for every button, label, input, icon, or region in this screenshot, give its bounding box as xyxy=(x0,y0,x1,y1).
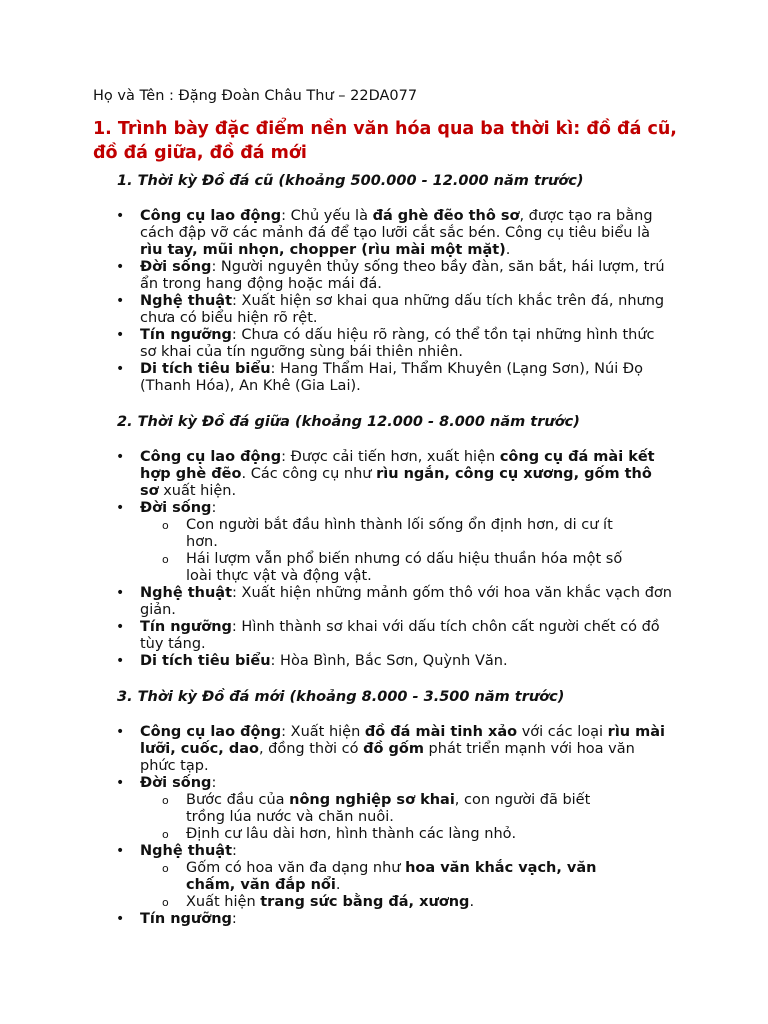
sub-list-item: o Gốm có hoa văn đa dạng như hoa văn khắc vạch, văn chấm, văn đắp nổi. xyxy=(140,860,632,894)
list-item: • Công cụ lao động: Chủ yếu là đá ghè đẽo thô sơ, được tạo ra bằng cách đập vỡ các mảnh đá để tạo lưỡi cắt sắc bén. Công cụ tiêu biểu là rìu tay, mũi nhọn, chopper (rìu mài một mặt). xyxy=(0,208,672,259)
list-item: • Di tích tiêu biểu: Hòa Bình, Bắc Sơn, Quỳnh Văn. xyxy=(0,653,672,670)
list-item: • Đời sống: o Con người bắt đầu hình thành lối sống ổn định hơn, di cư ít hơn. o Hái lượm vẫn phổ biến nhưng có dấu hiệu thuần hóa một số loài thực vật và động vật. xyxy=(0,500,672,585)
list-item: • Tín ngưỡng: Chưa có dấu hiệu rõ ràng, có thể tồn tại những hình thức sơ khai của tín ngưỡng sùng bái thiên nhiên. xyxy=(0,327,672,361)
period-list xyxy=(0,724,768,928)
list-item: • Công cụ lao động: Được cải tiến hơn, xuất hiện công cụ đá mài kết hợp ghè đẽo. Các công cụ như rìu ngắn, công cụ xương, gốm thô sơ xuất hiện. xyxy=(0,449,672,500)
sub-list xyxy=(140,860,672,911)
period-title: 3. Thời kỳ Đồ đá mới (khoảng 8.000 - 3.500 năm trước) xyxy=(117,689,565,705)
period-list xyxy=(0,208,768,395)
sub-list xyxy=(140,792,672,843)
period-list xyxy=(0,449,768,670)
period-section-3 xyxy=(0,688,768,928)
list-item: • Công cụ lao động: Xuất hiện đồ đá mài tinh xảo với các loại rìu mài lưỡi, cuốc, dao, đồng thời có đồ gốm phát triển mạnh với hoa văn phức tạp. xyxy=(0,724,672,775)
period-title: 2. Thời kỳ Đồ đá giữa (khoảng 12.000 - 8.000 năm trước) xyxy=(117,414,580,430)
period-title: 1. Thời kỳ Đồ đá cũ (khoảng 500.000 - 12.000 năm trước) xyxy=(117,173,584,189)
sub-list-item: o Hái lượm vẫn phổ biến nhưng có dấu hiệu thuần hóa một số loài thực vật và động vật. xyxy=(140,551,632,585)
period-section-1 xyxy=(0,172,768,395)
sub-list-item: o Bước đầu của nông nghiệp sơ khai, con người đã biết trồng lúa nước và chăn nuôi. xyxy=(140,792,632,826)
period-section-2 xyxy=(0,413,768,670)
list-item: • Tín ngưỡng: xyxy=(0,911,672,928)
list-item: • Di tích tiêu biểu: Hang Thẩm Hai, Thẩm Khuyên (Lạng Sơn), Núi Đọ (Thanh Hóa), An Khê (Gia Lai). xyxy=(0,361,672,395)
list-item: • Nghệ thuật: Xuất hiện những mảnh gốm thô với hoa văn khắc vạch đơn giản. xyxy=(0,585,672,619)
list-item: • Đời sống: o Bước đầu của nông nghiệp sơ khai, con người đã biết trồng lúa nước và chăn nuôi. o Định cư lâu dài hơn, hình thành các làng nhỏ. xyxy=(0,775,672,843)
list-item: • Nghệ thuật: Xuất hiện sơ khai qua những dấu tích khắc trên đá, nhưng chưa có biểu hiện rõ rệt. xyxy=(0,293,672,327)
sub-list-item: o Xuất hiện trang sức bằng đá, xương. xyxy=(140,894,632,911)
author-line: Họ và Tên : Đặng Đoàn Châu Thư – 22DA077 xyxy=(93,88,418,104)
list-item: • Tín ngưỡng: Hình thành sơ khai với dấu tích chôn cất người chết có đồ tùy táng. xyxy=(0,619,672,653)
sub-list-item: o Con người bắt đầu hình thành lối sống ổn định hơn, di cư ít hơn. xyxy=(140,517,632,551)
sub-list-item: o Định cư lâu dài hơn, hình thành các làng nhỏ. xyxy=(140,826,632,843)
sub-list xyxy=(140,517,672,585)
list-item: • Nghệ thuật: o Gốm có hoa văn đa dạng như hoa văn khắc vạch, văn chấm, văn đắp nổi. o Xuất hiện trang sức bằng đá, xương. xyxy=(0,843,672,911)
list-item: • Đời sống: Người nguyên thủy sống theo bầy đàn, săn bắt, hái lượm, trú ẩn trong hang động hoặc mái đá. xyxy=(0,259,672,293)
question-heading: 1. Trình bày đặc điểm nền văn hóa qua ba thời kì: đồ đá cũ, đồ đá giữa, đồ đá mới xyxy=(93,119,677,163)
